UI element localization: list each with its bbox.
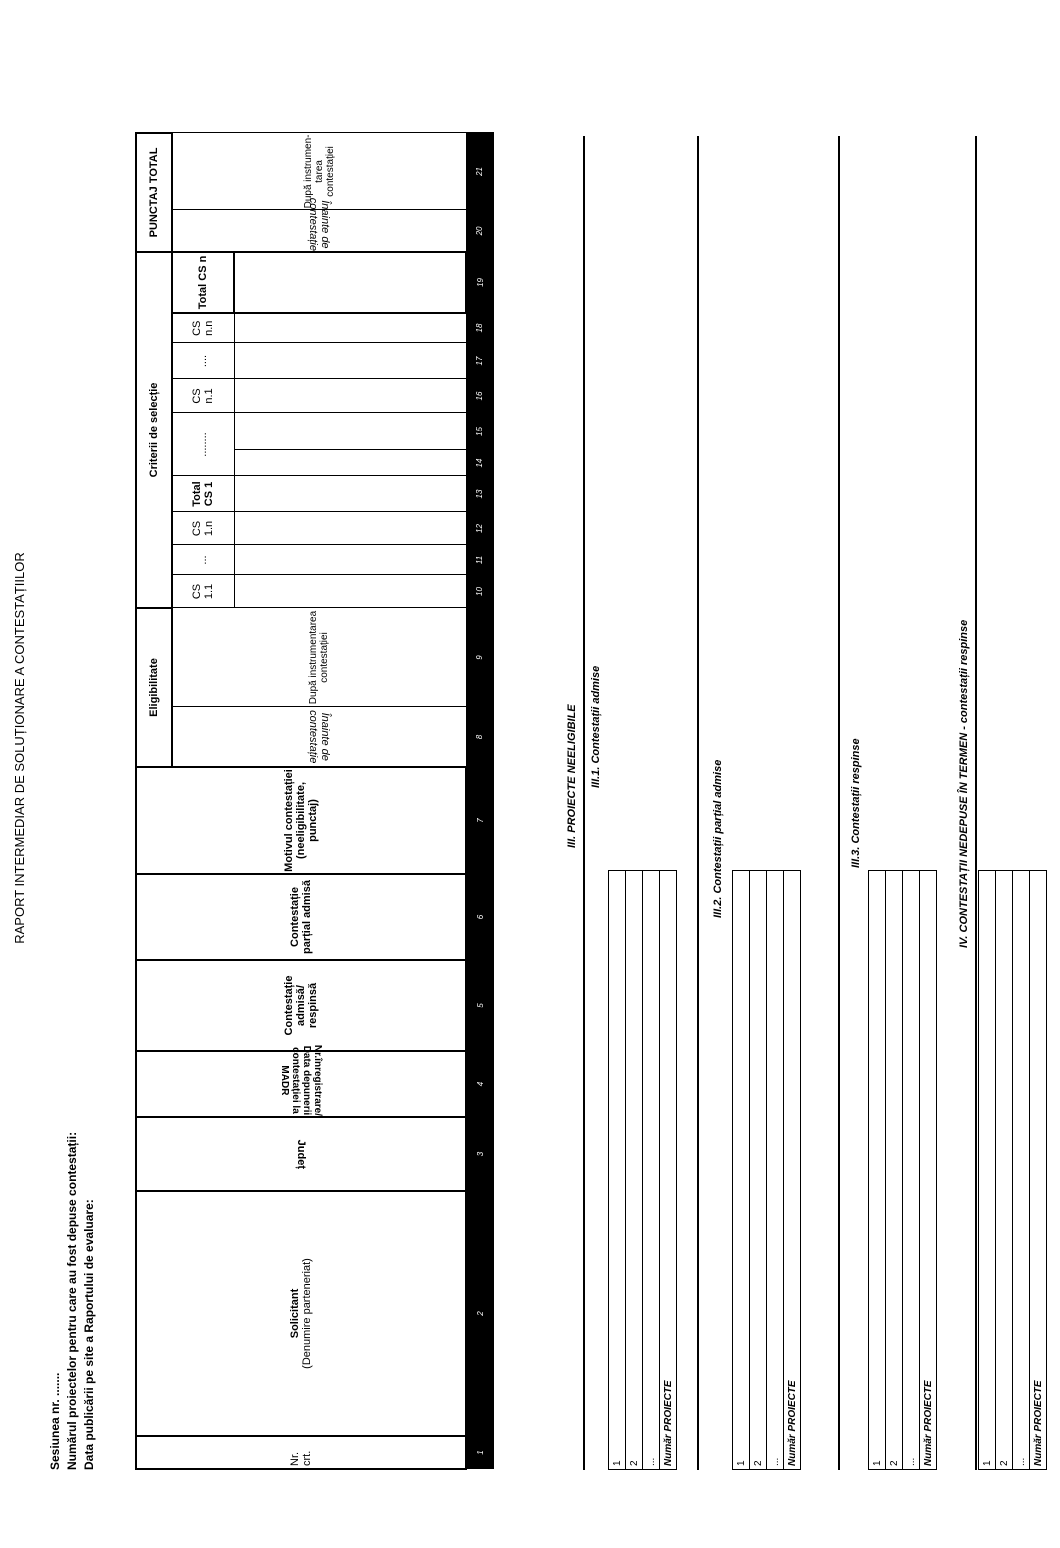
header-dots2: ........ — [172, 413, 234, 476]
header-judet: Județ — [136, 1117, 466, 1191]
header-block — [47, 1132, 98, 1470]
section-iii1-table — [608, 870, 677, 1470]
header-solicitant: Solicitant (Denumire parteneriat) — [136, 1191, 466, 1436]
header-criterii: Criterii de selecție — [136, 252, 172, 608]
header-dots1: ... — [172, 545, 234, 575]
section-iii3-title: III.3. Contestații respinse — [850, 738, 862, 868]
table-row: 2 — [996, 871, 1013, 1470]
header-elig-before: Înainte de contestație — [172, 707, 466, 767]
header-nr: Nr. crt. — [136, 1436, 466, 1469]
section-iii1-title: III.1. Contestații admise — [590, 665, 602, 788]
publish-date-line: Data publicării pe site a Raportului de evaluare: — [82, 1199, 96, 1470]
table-row: 1 — [609, 871, 626, 1470]
table-row: 1 — [733, 871, 750, 1470]
report-title: RAPORT INTERMEDIAR DE SOLUȚIONARE A CONTESTAȚIILOR — [12, 552, 27, 944]
table-row: Număr PROIECTE — [920, 871, 937, 1470]
section-iv-title: IV. CONTESTAȚII NEDEPUSE ÎN TERMEN - contestații respinse — [958, 619, 970, 948]
section-divider — [838, 136, 840, 1470]
header-admisa: Contestație admisă/ respinsă — [136, 960, 466, 1051]
table-row: 2 — [626, 871, 643, 1470]
projects-count-line: Numărul proiectelor pentru care au fost depuse contestații: — [65, 1131, 79, 1470]
table-row: ... — [903, 871, 920, 1470]
table-row: 1 — [869, 871, 886, 1470]
table-row: Număr PROIECTE — [660, 871, 677, 1470]
column-number-row: 1 2 3 4 5 6 7 8 9 10 11 12 13 14 15 16 17 18 19 20 21 — [466, 133, 494, 1469]
header-csnn: CS n.n — [172, 313, 234, 343]
header-punct-before: Înainte de contestație — [172, 210, 466, 252]
table-row: 1 — [979, 871, 996, 1470]
header-dots3: .... — [172, 343, 234, 379]
table-row: Număr PROIECTE — [784, 871, 801, 1470]
section-iii-title: III. PROIECTE NEELIGIBILE — [566, 704, 578, 848]
header-partial: Contestație parțial admisă — [136, 874, 466, 960]
section-divider — [697, 136, 699, 1470]
header-nr-inreg: Nr.înregistrare/ Data depunerii contestației la MADR — [136, 1051, 466, 1117]
header-eligibilitate: Eligibilitate — [136, 608, 172, 767]
table-row: ... — [767, 871, 784, 1470]
header-cs1n: CS 1.n — [172, 512, 234, 545]
table-row: ... — [1013, 871, 1030, 1470]
section-divider — [583, 136, 585, 1470]
session-line: Sesiunea nr. ....... — [48, 1372, 62, 1470]
section-iii2-table — [732, 870, 801, 1470]
header-motiv: Motivul contestației (neeligibilitate, punctaj) — [136, 767, 466, 874]
header-elig-after: După instrumentarea contestației — [172, 608, 466, 707]
header-csn1: CS n.1 — [172, 379, 234, 413]
header-punct-after: După instrumen-tarea contestației — [172, 133, 466, 210]
section-divider — [975, 136, 977, 1470]
header-total-cs1: Total CS 1 — [172, 476, 234, 512]
section-iii2-title: III.2. Contestații parțial admise — [712, 759, 724, 918]
main-header-table — [135, 132, 494, 1470]
header-cs11: CS 1.1 — [172, 575, 234, 608]
table-row: ... — [643, 871, 660, 1470]
table-row: Număr PROIECTE — [1030, 871, 1047, 1470]
section-iii3-table — [868, 870, 937, 1470]
section-iv-table — [978, 870, 1047, 1470]
header-total-csn: Total CS n — [172, 252, 234, 313]
header-punctaj: PUNCTAJ TOTAL — [136, 133, 172, 252]
table-row: 2 — [750, 871, 767, 1470]
table-row: 2 — [886, 871, 903, 1470]
